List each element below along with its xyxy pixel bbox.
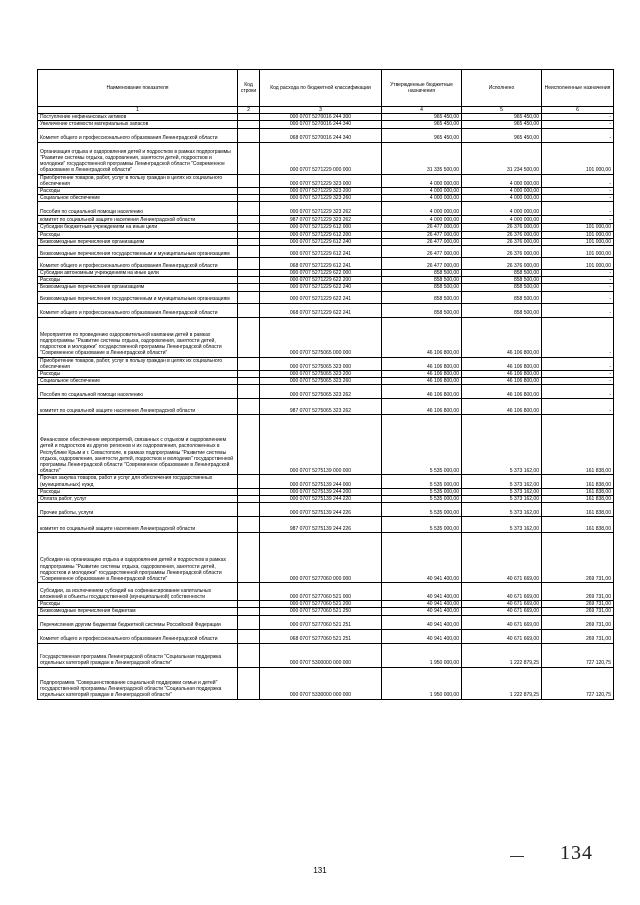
row-code-cell: [238, 357, 260, 370]
row-remain: -: [542, 399, 614, 415]
row-approved: 46 106 800,00: [382, 317, 462, 357]
row-approved: 26 477 000,00: [382, 246, 462, 258]
row-code-cell: [238, 216, 260, 224]
row-approved: 40 941 400,00: [382, 583, 462, 601]
row-executed: 26 376 000,00: [462, 246, 542, 258]
row-name: Безвозмездные перечисления организациям: [38, 238, 238, 245]
row-executed: 5 373 162,00: [462, 475, 542, 488]
row-code-cell: [238, 202, 260, 216]
row-code-cell: [238, 496, 260, 503]
row-budget-code: 000 0707 5277060 521 250: [260, 608, 382, 615]
table-row: [38, 615, 614, 629]
row-remain: 161 838,00: [542, 503, 614, 517]
col-num-1: 1: [38, 107, 238, 114]
row-approved: 858 500,00: [382, 270, 462, 277]
row-remain: 161 838,00: [542, 488, 614, 495]
row-name: Комитет общего и профессионального образования Ленинградской области: [38, 128, 238, 142]
table-row: [38, 270, 614, 277]
table-row: [38, 371, 614, 378]
row-approved: 1 950 000,00: [382, 667, 462, 699]
row-name: Поступление нефинансовых активов: [38, 114, 238, 121]
row-name: Расходы: [38, 371, 238, 378]
row-executed: 965 450,00: [462, 114, 542, 121]
row-approved: 26 477 000,00: [382, 258, 462, 270]
row-name: Комитет общего и профессионального образования Ленинградской области: [38, 629, 238, 643]
row-remain: -: [542, 291, 614, 303]
table-row: [38, 277, 614, 284]
row-name: Прочая закупка товаров, работ и услуг для обеспечения государственных (муниципальных) нужд: [38, 475, 238, 488]
row-executed: 40 671 669,00: [462, 608, 542, 615]
row-name: Безвозмездные перечисления государственным и муниципальным организациям: [38, 246, 238, 258]
row-budget-code: 000 0707 5275065 323 200: [260, 371, 382, 378]
row-name: Мероприятия по проведению оздоровительной кампании детей в рамках подпрограммы "Развитие системы отдыха, оздоровления, занятости детей, подростков и молодежи" государственной программы Ленинградской области "Современное образование в Ленинградской области": [38, 317, 238, 357]
row-code-cell: [238, 114, 260, 121]
table-row: [38, 174, 614, 187]
row-budget-code: 000 0707 5277060 521 200: [260, 601, 382, 608]
row-code-cell: [238, 142, 260, 174]
col-num-5: 5: [462, 107, 542, 114]
row-budget-code: 000 0707 5275139 244 220: [260, 496, 382, 503]
table-row: [38, 258, 614, 270]
row-code-cell: [238, 284, 260, 291]
table-row: [38, 378, 614, 385]
row-budget-code: 000 0707 5275065 323 260: [260, 378, 382, 385]
row-approved: 46 106 800,00: [382, 399, 462, 415]
row-remain: 727 120,75: [542, 667, 614, 699]
row-executed: 31 234 500,00: [462, 142, 542, 174]
row-code-cell: [238, 231, 260, 238]
table-row: [38, 246, 614, 258]
row-code-cell: [238, 224, 260, 231]
row-remain: 269 731,00: [542, 601, 614, 608]
row-approved: 26 477 000,00: [382, 238, 462, 245]
row-budget-code: 000 0707 5275065 323 000: [260, 357, 382, 370]
row-code-cell: [238, 385, 260, 399]
row-executed: 1 222 879,25: [462, 667, 542, 699]
row-approved: 858 500,00: [382, 291, 462, 303]
row-budget-code: 068 0707 5271229 612 241: [260, 258, 382, 270]
table-row: [38, 188, 614, 195]
row-remain: -: [542, 270, 614, 277]
row-remain: -: [542, 378, 614, 385]
row-name: Расходы: [38, 601, 238, 608]
row-approved: 5 535 000,00: [382, 475, 462, 488]
row-code-cell: [238, 188, 260, 195]
row-remain: -: [542, 303, 614, 317]
row-code-cell: [238, 488, 260, 495]
row-executed: 46 106 800,00: [462, 399, 542, 415]
row-name: Оплата работ, услуг: [38, 496, 238, 503]
row-name: Комитет общего и профессионального образования Ленинградской области: [38, 258, 238, 270]
row-code-cell: [238, 317, 260, 357]
row-code-cell: [238, 503, 260, 517]
row-approved: 5 535 000,00: [382, 488, 462, 495]
row-name: Приобретение товаров, работ, услуг в пользу граждан в целях их социального обеспечения: [38, 174, 238, 187]
row-executed: 46 106 800,00: [462, 317, 542, 357]
row-name: Безвозмездные перечисления организациям: [38, 284, 238, 291]
row-remain: 269 731,00: [542, 583, 614, 601]
row-budget-code: 000 0707 5271229 622 241: [260, 291, 382, 303]
row-budget-code: 000 0707 5275139 244 226: [260, 503, 382, 517]
row-name: Комитет общего и профессионального образования Ленинградской области: [38, 303, 238, 317]
row-code-cell: [238, 277, 260, 284]
row-budget-code: 000 0707 5271229 622 200: [260, 277, 382, 284]
row-executed: 40 671 669,00: [462, 533, 542, 583]
table-row: [38, 224, 614, 231]
row-approved: 31 335 500,00: [382, 142, 462, 174]
row-executed: 5 373 162,00: [462, 503, 542, 517]
row-executed: 5 373 162,00: [462, 517, 542, 533]
row-remain: 101 000,00: [542, 246, 614, 258]
row-approved: 46 106 800,00: [382, 357, 462, 370]
row-code-cell: [238, 378, 260, 385]
row-code-cell: [238, 258, 260, 270]
row-budget-code: 987 0707 5271229 323 262: [260, 216, 382, 224]
row-remain: 727 120,75: [542, 643, 614, 667]
row-code-cell: [238, 608, 260, 615]
row-remain: 269 731,00: [542, 615, 614, 629]
row-executed: 46 106 800,00: [462, 385, 542, 399]
row-code-cell: [238, 291, 260, 303]
row-remain: 161 838,00: [542, 517, 614, 533]
row-executed: 858 500,00: [462, 284, 542, 291]
row-budget-code: 987 0707 5275065 323 262: [260, 399, 382, 415]
row-approved: 40 941 400,00: [382, 533, 462, 583]
row-remain: 101 000,00: [542, 142, 614, 174]
budget-report-table: [37, 69, 614, 700]
row-remain: 161 838,00: [542, 496, 614, 503]
row-name: Подпрограмма "Совершенствование социальной поддержки семьи и детей" государственной программы Ленинградской области "Социальная поддержка отдельных категорий граждан в Ленинградской области": [38, 667, 238, 699]
row-executed: 1 222 879,25: [462, 643, 542, 667]
row-code-cell: [238, 615, 260, 629]
row-remain: 269 731,00: [542, 533, 614, 583]
row-executed: 26 376 000,00: [462, 238, 542, 245]
row-budget-code: 000 0707 5271229 323 260: [260, 195, 382, 202]
row-remain: 269 731,00: [542, 608, 614, 615]
row-code-cell: [238, 371, 260, 378]
row-executed: 5 373 162,00: [462, 496, 542, 503]
row-budget-code: 000 0707 5277060 521 251: [260, 615, 382, 629]
row-name: Субсидии бюджетным учреждениям на иные цели: [38, 224, 238, 231]
table-row: [38, 202, 614, 216]
col-num-2: 2: [238, 107, 260, 114]
row-name: Финансовое обеспечение мероприятий, связанных с отдыхом и оздоровлением детей и подростков из других регионов и их оздоровления, расположенных в Республике Крым и г. Севастополе, в рамках подпрограммы "Развитие системы отдыха, оздоровления, занятости детей, подростков и молодежи" государственной программы Ленинградской области "Современное образование в Ленинградской области": [38, 415, 238, 475]
row-name: комитет по социальной защите населения Ленинградской области: [38, 517, 238, 533]
row-executed: 26 376 000,00: [462, 258, 542, 270]
row-name: Пособия по социальной помощи населению: [38, 385, 238, 399]
row-executed: 40 671 669,00: [462, 615, 542, 629]
row-executed: 858 500,00: [462, 277, 542, 284]
row-executed: 4 000 000,00: [462, 202, 542, 216]
row-name: Расходы: [38, 188, 238, 195]
row-executed: 4 000 000,00: [462, 216, 542, 224]
table-row: [38, 238, 614, 245]
table-row: [38, 303, 614, 317]
row-approved: 965 450,00: [382, 114, 462, 121]
row-code-cell: [238, 533, 260, 583]
row-approved: 46 106 800,00: [382, 378, 462, 385]
row-approved: 4 000 000,00: [382, 174, 462, 187]
row-name: Расходы: [38, 231, 238, 238]
table-row: [38, 385, 614, 399]
row-approved: 4 000 000,00: [382, 202, 462, 216]
row-executed: 40 671 669,00: [462, 583, 542, 601]
row-budget-code: 000 0707 5275139 244 000: [260, 475, 382, 488]
row-approved: 858 500,00: [382, 277, 462, 284]
row-budget-code: 000 0707 5275065 323 262: [260, 385, 382, 399]
row-budget-code: 000 0707 5271229 612 240: [260, 238, 382, 245]
header-unexecuted: Неисполненные назначения: [542, 70, 614, 107]
row-remain: -: [542, 202, 614, 216]
table-row: [38, 195, 614, 202]
table-row: [38, 533, 614, 583]
row-remain: -: [542, 216, 614, 224]
header-approved: Утвержденные бюджетные назначения: [382, 70, 462, 107]
row-approved: 965 450,00: [382, 121, 462, 128]
row-budget-code: 987 0707 5275139 244 226: [260, 517, 382, 533]
header-executed: Исполнено: [462, 70, 542, 107]
row-budget-code: 000 0707 5270016 244 300: [260, 114, 382, 121]
row-name: Приобретение товаров, работ, услуг в пользу граждан в целях их социального обеспечения: [38, 357, 238, 370]
row-approved: 40 941 400,00: [382, 615, 462, 629]
page-number: 131: [313, 866, 327, 875]
row-executed: 26 376 000,00: [462, 224, 542, 231]
row-remain: 269 731,00: [542, 629, 614, 643]
row-code-cell: [238, 121, 260, 128]
row-code-cell: [238, 601, 260, 608]
row-approved: 40 941 400,00: [382, 629, 462, 643]
row-name: Государственная программа Ленинградской области "Социальная поддержка отдельных категорий граждан в Ленинградской области": [38, 643, 238, 667]
row-executed: 4 000 000,00: [462, 188, 542, 195]
column-numbers-row: [38, 107, 614, 114]
row-budget-code: 000 0707 5271229 612 241: [260, 246, 382, 258]
row-budget-code: 068 0707 5277060 521 251: [260, 629, 382, 643]
row-executed: 4 000 000,00: [462, 174, 542, 187]
header-budget-code: Код расхода по бюджетной классификации: [260, 70, 382, 107]
table-row: [38, 583, 614, 601]
table-row: [38, 114, 614, 121]
row-code-cell: [238, 475, 260, 488]
row-budget-code: 068 0707 5270016 244 340: [260, 128, 382, 142]
row-name: Безвозмездные перечисления бюджетам: [38, 608, 238, 615]
col-num-4: 4: [382, 107, 462, 114]
table-row: [38, 216, 614, 224]
row-name: комитет по социальной защите населения Ленинградской области: [38, 216, 238, 224]
row-remain: 161 838,00: [542, 475, 614, 488]
row-budget-code: 000 0707 5277060 521 000: [260, 583, 382, 601]
row-executed: 5 373 162,00: [462, 415, 542, 475]
row-approved: 858 500,00: [382, 303, 462, 317]
row-budget-code: 000 0707 5271229 323 000: [260, 174, 382, 187]
row-code-cell: [238, 643, 260, 667]
table-row: [38, 667, 614, 699]
row-name: Расходы: [38, 488, 238, 495]
row-code-cell: [238, 667, 260, 699]
row-approved: 858 500,00: [382, 284, 462, 291]
row-code-cell: [238, 246, 260, 258]
row-approved: 5 535 000,00: [382, 503, 462, 517]
table-row: [38, 357, 614, 370]
row-budget-code: 000 0707 5271229 622 000: [260, 270, 382, 277]
row-code-cell: [238, 517, 260, 533]
row-executed: 40 671 669,00: [462, 601, 542, 608]
row-approved: 965 450,00: [382, 128, 462, 142]
row-executed: 40 671 669,00: [462, 629, 542, 643]
row-approved: 4 000 000,00: [382, 195, 462, 202]
row-name: Пособия по социальной помощи населению: [38, 202, 238, 216]
row-budget-code: 000 0707 5271229 612 200: [260, 231, 382, 238]
table-row: [38, 496, 614, 503]
table-row: [38, 291, 614, 303]
row-code-cell: [238, 174, 260, 187]
row-remain: 101 000,00: [542, 224, 614, 231]
row-budget-code: 000 0707 5271229 622 240: [260, 284, 382, 291]
row-executed: 4 000 000,00: [462, 195, 542, 202]
row-budget-code: 000 0707 5270016 244 340: [260, 121, 382, 128]
row-code-cell: [238, 629, 260, 643]
row-executed: 858 500,00: [462, 291, 542, 303]
table-row: [38, 317, 614, 357]
row-code-cell: [238, 195, 260, 202]
row-executed: 965 450,00: [462, 128, 542, 142]
col-num-6: 6: [542, 107, 614, 114]
row-executed: 26 376 000,00: [462, 231, 542, 238]
row-executed: 46 106 800,00: [462, 357, 542, 370]
table-row: [38, 121, 614, 128]
row-approved: 46 106 800,00: [382, 385, 462, 399]
table-row: [38, 128, 614, 142]
header-row-code: Код строки: [238, 70, 260, 107]
col-num-3: 3: [260, 107, 382, 114]
row-approved: 4 000 000,00: [382, 216, 462, 224]
row-remain: -: [542, 121, 614, 128]
row-remain: -: [542, 188, 614, 195]
table-row: [38, 643, 614, 667]
row-budget-code: 000 0707 5271229 323 200: [260, 188, 382, 195]
row-code-cell: [238, 399, 260, 415]
header-row: [38, 70, 614, 107]
table-row: [38, 284, 614, 291]
row-remain: -: [542, 371, 614, 378]
row-code-cell: [238, 583, 260, 601]
row-remain: -: [542, 284, 614, 291]
row-name: Субсидии автономным учреждениям на иные цели: [38, 270, 238, 277]
row-budget-code: 000 0707 5277060 000 000: [260, 533, 382, 583]
table-row: [38, 503, 614, 517]
row-remain: -: [542, 357, 614, 370]
row-executed: 965 450,00: [462, 121, 542, 128]
row-remain: -: [542, 277, 614, 284]
row-approved: 26 477 000,00: [382, 231, 462, 238]
row-executed: 858 500,00: [462, 303, 542, 317]
row-remain: -: [542, 114, 614, 121]
row-budget-code: 000 0707 5271229 000 000: [260, 142, 382, 174]
row-budget-code: 000 0707 5275139 000 000: [260, 415, 382, 475]
row-name: Организация отдыха и оздоровления детей и подростков в рамках подпрограммы "Развитие системы отдыха, оздоровления, занятости детей, подростков и молодежи" государственной программы Ленинградской области "Современное образование в Ленинградской области": [38, 142, 238, 174]
row-approved: 5 535 000,00: [382, 517, 462, 533]
row-executed: 46 106 800,00: [462, 378, 542, 385]
row-remain: 101 000,00: [542, 238, 614, 245]
table-row: [38, 475, 614, 488]
row-name: Субсидии на организацию отдыха и оздоровления детей и подростков в рамках подпрограммы "Развитие системы отдыха, оздоровления, занятости детей, подростков и молодежи" государственной программы Ленинградской области "Современное образование в Ленинградской области": [38, 533, 238, 583]
row-budget-code: 000 0707 5271229 612 000: [260, 224, 382, 231]
row-executed: 46 106 800,00: [462, 371, 542, 378]
row-budget-code: 000 0707 5271229 323 262: [260, 202, 382, 216]
row-approved: 5 535 000,00: [382, 415, 462, 475]
row-remain: -: [542, 128, 614, 142]
stamp-dash: [510, 856, 524, 857]
row-budget-code: 000 0707 5275139 244 200: [260, 488, 382, 495]
row-name: Социальное обеспечение: [38, 195, 238, 202]
row-remain: 101 000,00: [542, 258, 614, 270]
row-approved: 40 941 400,00: [382, 601, 462, 608]
table-row: [38, 399, 614, 415]
table-row: [38, 142, 614, 174]
header-name: Наименование показателя: [38, 70, 238, 107]
row-approved: 1 950 000,00: [382, 643, 462, 667]
row-budget-code: 068 0707 5271229 622 241: [260, 303, 382, 317]
table-row: [38, 517, 614, 533]
table-row: [38, 488, 614, 495]
row-executed: 5 373 162,00: [462, 488, 542, 495]
table-body: [38, 114, 614, 699]
row-approved: 46 106 800,00: [382, 371, 462, 378]
row-name: Социальное обеспечение: [38, 378, 238, 385]
row-approved: 40 941 400,00: [382, 608, 462, 615]
row-budget-code: 000 0707 5275065 000 000: [260, 317, 382, 357]
row-approved: 5 535 000,00: [382, 496, 462, 503]
row-executed: 858 500,00: [462, 270, 542, 277]
row-budget-code: 000 0707 5330000 000 000: [260, 667, 382, 699]
row-remain: 161 838,00: [542, 415, 614, 475]
table-row: [38, 415, 614, 475]
row-name: Увеличение стоимости материальных запасов: [38, 121, 238, 128]
stamp-number: 134: [560, 842, 593, 864]
row-remain: -: [542, 385, 614, 399]
row-name: Безвозмездные перечисления государственным и муниципальным организациям: [38, 291, 238, 303]
row-name: Перечисления другим бюджетам бюджетной системы Российской Федерации: [38, 615, 238, 629]
row-approved: 4 000 000,00: [382, 188, 462, 195]
row-budget-code: 000 0707 5300000 000 000: [260, 643, 382, 667]
table-row: [38, 231, 614, 238]
row-name: комитет по социальной защите населения Ленинградской области: [38, 399, 238, 415]
table-row: [38, 601, 614, 608]
table-row: [38, 608, 614, 615]
row-name: Субсидии, за исключением субсидий на софинансирование капитальных вложений в объекты государственной (муниципальной) собственности: [38, 583, 238, 601]
row-remain: -: [542, 195, 614, 202]
row-name: Расходы: [38, 277, 238, 284]
row-remain: -: [542, 174, 614, 187]
row-approved: 26 477 000,00: [382, 224, 462, 231]
row-remain: 101 000,00: [542, 231, 614, 238]
row-code-cell: [238, 415, 260, 475]
row-code-cell: [238, 238, 260, 245]
row-code-cell: [238, 270, 260, 277]
row-code-cell: [238, 128, 260, 142]
table-row: [38, 629, 614, 643]
row-remain: -: [542, 317, 614, 357]
row-name: Прочие работы, услуги: [38, 503, 238, 517]
row-code-cell: [238, 303, 260, 317]
